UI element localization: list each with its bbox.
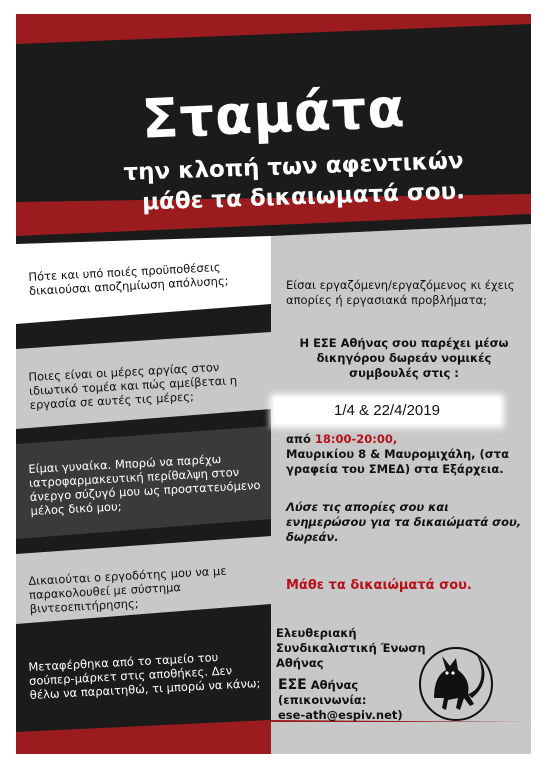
poster-title: Σταμάτα	[140, 76, 407, 151]
contact-email[interactable]: ese-ath@espiv.net)	[278, 708, 403, 722]
question-2: Ποιες είναι οι μέρες αργίας στον ιδιωτικό τομέα και πώς αμείβεται η εργασία σε αυτές τις μέρες;	[28, 359, 238, 412]
top-red-stripe	[16, 14, 531, 44]
org-abbr: ΕΣΕ	[278, 677, 307, 693]
intro-text: Είσαι εργαζόμενη/εργαζόμενος κι έχεις απορίες ή εργασιακά προβλήματα;	[286, 278, 515, 307]
learn-rights-text: Μάθε τα δικαιώματά σου.	[286, 578, 472, 593]
org-city: Αθήνας	[306, 678, 359, 692]
consultation-dates: 1/4 & 22/4/2019	[334, 402, 440, 419]
solve-text: Λύσε τις απορίες σου και ενημερώσου για τα δικαιώματά σου, δωρεάν.	[286, 500, 522, 544]
time-value: 18:00-20:00,	[314, 432, 398, 446]
address: Μαυρικίου 8 & Μαυρομιχάλη, (στα γραφεία του ΣΜΕΔ) στα Εξάρχεια.	[286, 447, 509, 476]
org-contact	[278, 678, 448, 723]
poster-subtitle-2: μάθε τα δικαιωματά σου.	[141, 178, 466, 216]
question-4: Δικαιούται ο εργοδότης μου να με παρακολουθεί με σύστημα βιντεοεπιτήρησης;	[28, 563, 227, 616]
org-name: Ελευθεριακή Συνδικαλιστική Ένωση Αθήνας	[276, 626, 426, 670]
question-3: Είμαι γυναίκα. Μπορώ να παρέχω ιατροφαρμακευτική περίθαλψη στον άνεργο σύζυγό μου ως προστατευόμενο μέλος δικό μου;	[28, 451, 261, 518]
poster-subtitle-1: την κλοπή των αφεντικών	[123, 148, 464, 186]
bottom-right-grey	[271, 722, 531, 754]
poster	[16, 14, 531, 754]
question-1: Πότε και υπό ποιές προϋποθέσεις δικαιούσαι αποζημίωση απόλυσης;	[28, 259, 229, 298]
time-prefix: από	[286, 432, 315, 446]
offer-text: Η ΕΣΕ Αθήνας σου παρέχει μέσω δικηγόρου δωρεάν νομικές συμβουλές στις :	[299, 336, 509, 380]
time-and-address	[286, 432, 522, 477]
question-5: Μεταφέρθηκα από το ταμείο του σούπερ-μάρκετ στις αποθήκες. Δεν θέλω να παραιτηθώ, τι μπορώ να κάνω;	[28, 650, 261, 702]
contact-label: (επικοινωνία:	[278, 693, 367, 707]
